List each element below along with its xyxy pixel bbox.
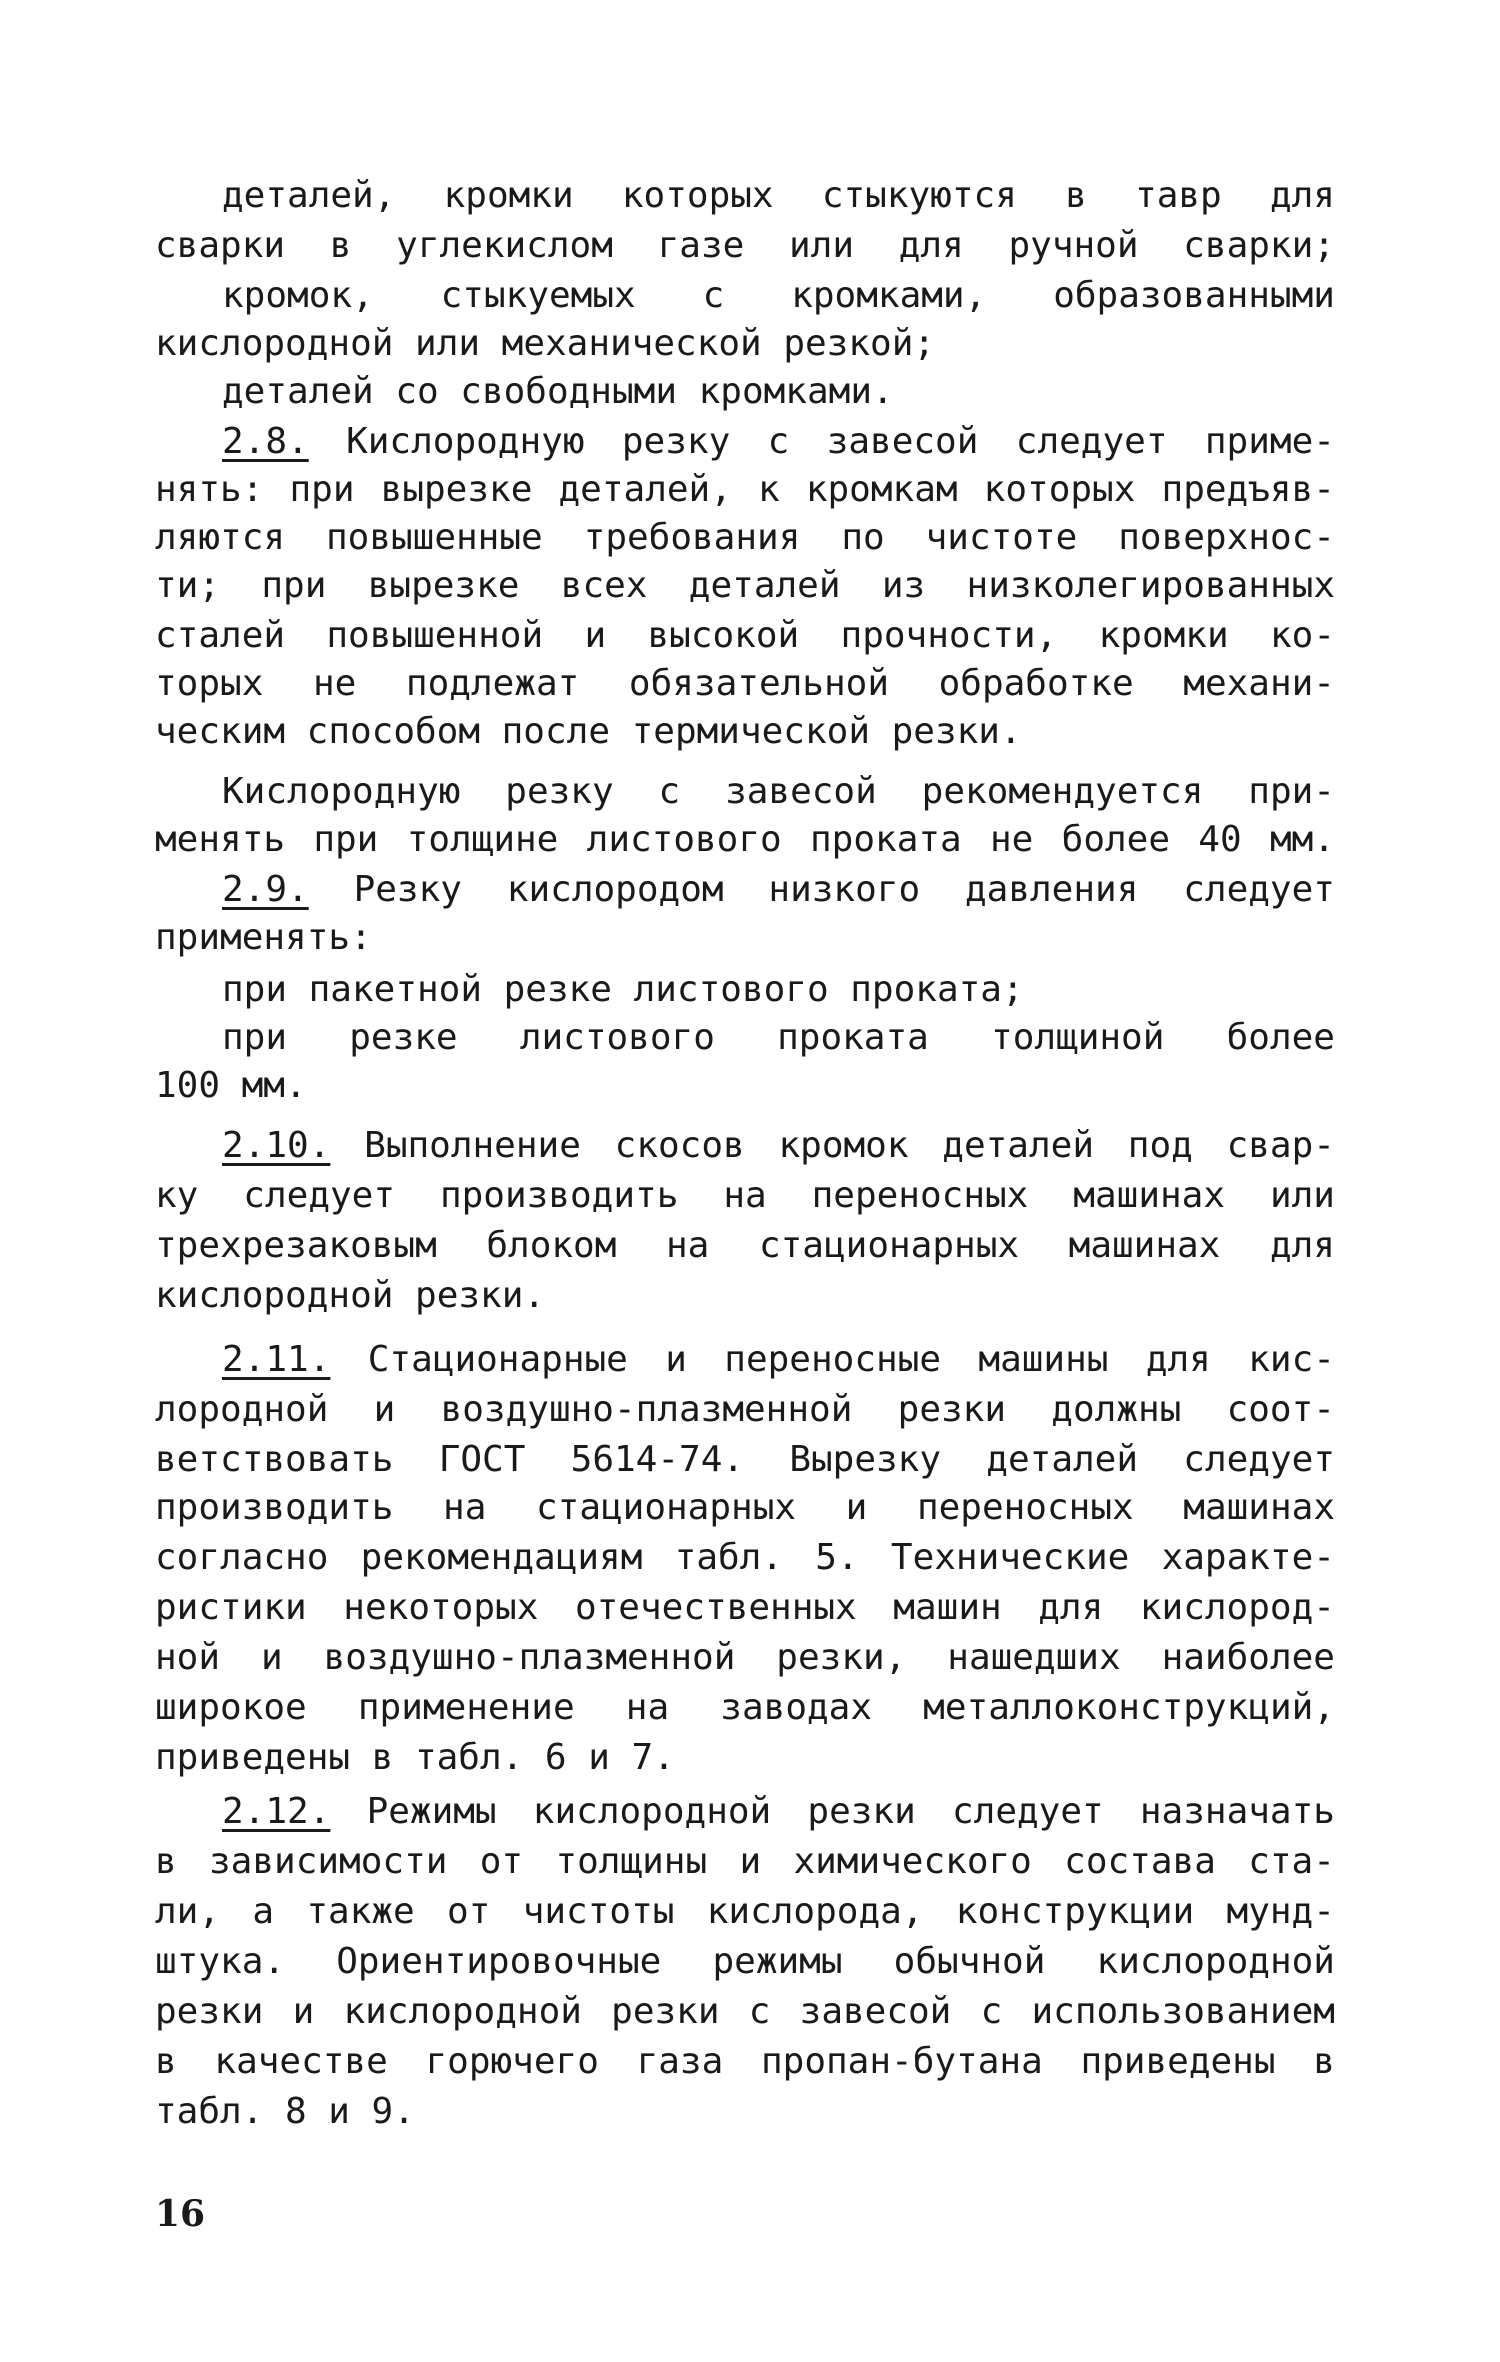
word: кромками, [791,275,987,316]
word: кислородной [343,1991,582,2032]
word: деталей, [222,175,396,216]
word: менять [155,819,286,860]
word: кромкам [805,469,958,510]
text-line [155,914,1335,962]
word: чистоте [925,517,1078,558]
word: кислорода, [706,1891,924,1932]
word: химического [793,1841,1032,1882]
section-number: 2.8. [222,421,309,462]
word: согласно [155,1537,329,1578]
text-line [155,1734,1335,1782]
word: резкой; [783,323,936,364]
word: Кислородную [222,771,461,812]
word: машинах [1183,1487,1335,1528]
text-line [155,2038,1335,2086]
word: в [371,1737,394,1778]
word: и [739,1841,762,1882]
word: 100 [155,1065,221,1106]
word: обычной [893,1941,1046,1982]
word: газе [657,225,745,266]
section-number: 2.9. [222,869,309,910]
word: сталей [155,615,286,656]
word: при [222,1017,288,1058]
word: для [1269,175,1335,216]
word: резки [611,1991,720,2032]
word: сварки; [1183,225,1335,266]
text-line [155,1222,1335,1270]
word: переносных [916,1487,1134,1528]
word: кромок, [222,275,374,316]
word: следует [1183,1439,1335,1480]
word: толщиной [991,1017,1165,1058]
word: проката [777,1017,929,1058]
word: деталей [942,1125,1094,1166]
word: использованием [1031,1991,1335,2032]
word: завесой [799,1991,952,2032]
word: применять: [155,917,372,958]
word: нять: [155,469,264,510]
text-line [155,562,1335,610]
word: 40 [1198,819,1242,860]
word: производить [155,1487,394,1528]
word: деталей, [558,469,732,510]
text-line [155,1272,1335,1320]
text-line [155,1584,1335,1632]
word: наиболее [1161,1637,1335,1678]
word: назначать [1139,1791,1335,1832]
word: воздушно-плазменной [440,1389,853,1430]
word: 5. [815,1537,859,1578]
word: должны [1051,1389,1182,1430]
word: и [260,1637,283,1678]
word: с [748,1991,771,2032]
word: механи- [1183,663,1335,704]
word: для [1269,1225,1335,1266]
word: следует [1015,421,1168,462]
word: 9. [371,2091,415,2132]
word: пакетной [308,969,483,1010]
word: чистоты [522,1891,675,1932]
word: требования [583,517,801,558]
text-line [155,612,1335,660]
word: стыкуемых [440,275,636,316]
text-line [155,708,1335,756]
word: конструкции [955,1891,1195,1932]
word: деталей [688,565,841,606]
word: газа [636,2041,724,2082]
word: резки, [776,1637,907,1678]
word: режимы [712,1941,843,1982]
word: при [261,565,327,606]
text-line [222,368,1335,416]
word: широкое [155,1687,307,1728]
word: ческим [155,711,286,752]
word: по [841,517,885,558]
text-line [222,1122,1335,1170]
word: приведены [1080,2041,1276,2082]
word: 6 [544,1737,567,1778]
word: подлежат [405,663,580,704]
word: с [658,771,681,812]
word: деталей [986,1439,1139,1480]
word: при [289,469,355,510]
word: кислородной [532,1791,772,1832]
word: ветствовать [155,1439,394,1480]
word: с [767,421,790,462]
word: в [1065,175,1087,216]
word: с [702,275,725,316]
word: приме- [1204,421,1335,462]
word: под [1127,1125,1193,1166]
word: машины [978,1339,1109,1380]
word: кромок [778,1125,909,1166]
word: давления [964,869,1139,910]
word: от [447,1891,491,1932]
word: ной [155,1637,221,1678]
text-line [155,2088,1335,2136]
page-number: 16 [155,2193,206,2235]
word: состава [1064,1841,1216,1882]
text-line [222,966,1335,1014]
word: Технические [890,1537,1130,1578]
word: после [501,711,610,752]
word: проката; [850,969,1024,1010]
text-line [155,1386,1335,1434]
word: ГОСТ [438,1439,526,1480]
word: табл. [414,1737,524,1778]
word: ку [155,1175,199,1216]
text-line [155,660,1335,708]
word: стационарных [535,1487,797,1528]
word: резки [155,1991,264,2032]
text-line [222,1788,1335,1836]
word: рекомендациям [360,1537,643,1578]
word: углекислом [396,225,613,266]
word: Резку [353,869,462,910]
word: воздушно-плазменной [323,1637,736,1678]
word: горючего [425,2041,599,2082]
word: резки [807,1791,916,1832]
text-line [155,514,1335,562]
word: в [329,225,352,266]
word: всех [560,565,648,606]
word: свар- [1226,1125,1335,1166]
text-line [222,1336,1335,1384]
word: кис- [1248,1339,1335,1380]
word: кислородной [1096,1941,1335,1982]
word: ти; [155,565,221,606]
word: на [666,1225,710,1266]
word: зависимости [209,1841,448,1882]
word: к [758,469,780,510]
word: штука. [155,1941,286,1982]
word: тавр [1135,175,1222,216]
word: высокой [647,615,800,656]
text-line [155,1172,1335,1220]
word: металлоконструкций, [923,1687,1335,1728]
word: резки. [891,711,1022,752]
word: резку [621,421,731,462]
word: резку [505,771,614,812]
word: листового [586,819,782,860]
word: ста- [1248,1841,1335,1882]
word: ляются [155,517,286,558]
word: завесой [826,421,979,462]
word: рекомендуется [921,771,1204,812]
word: повышенной [326,615,544,656]
word: и [584,615,607,656]
word: не [990,819,1034,860]
word: качестве [214,2041,388,2082]
word: ристики [155,1587,307,1628]
word: с [980,1991,1003,2032]
text-line [155,1684,1335,1732]
word: способом [306,711,481,752]
word: Выполнение [364,1125,581,1166]
text-line [155,816,1335,864]
word: следует [1183,869,1335,910]
word: вырезке [367,565,520,606]
word: мм. [1269,819,1335,860]
word: характе- [1161,1537,1335,1578]
text-line [155,1484,1335,1532]
word: Кислородную [346,421,585,462]
word: предъяв- [1161,469,1335,510]
word: Режимы [366,1791,497,1832]
word: также [306,1891,415,1932]
word: на [443,1487,487,1528]
word: заводах [720,1687,873,1728]
text-line [222,418,1335,466]
text-line [222,1014,1335,1062]
text-line [155,1062,1335,1110]
text-line [155,222,1335,270]
word: обработке [938,663,1134,704]
word: кислородной [155,323,394,364]
word: блоком [486,1225,617,1266]
word: толщине [406,819,559,860]
word: резке [349,1017,458,1058]
word: повышенные [325,517,543,558]
word: отечественных [574,1587,857,1628]
word: Вырезку [789,1439,942,1480]
text-line [222,866,1335,914]
text-line [155,320,1335,368]
word: и [292,1991,315,2032]
word: в [155,1841,177,1882]
word: 5614-74. [570,1439,745,1480]
word: поверхнос- [1118,517,1335,558]
word: обязательной [628,663,889,704]
word: а [252,1891,275,1932]
word: следует [243,1175,396,1216]
word: лородной [155,1389,329,1430]
text-line [155,1988,1335,2036]
word: сварки [155,225,286,266]
word: не [312,663,357,704]
word: при [313,819,379,860]
word: табл. [674,1537,784,1578]
word: низкого [768,869,921,910]
word: некоторых [343,1587,539,1628]
word: мунд- [1226,1891,1335,1932]
word: проката [810,819,962,860]
section-number: 2.10. [222,1125,331,1166]
word: мм. [241,1065,307,1106]
text-line [155,1888,1335,1936]
word: переносных [811,1175,1029,1216]
word: листового [633,969,829,1010]
word: стыкуются [821,175,1017,216]
word: применение [357,1687,575,1728]
section-number: 2.12. [222,1791,331,1832]
word: машин [893,1587,1002,1628]
word: свободными [460,371,678,412]
word: табл. [155,2091,264,2132]
text-line [222,272,1335,320]
section-number: 2.11. [222,1339,331,1380]
word: переносные [724,1339,942,1380]
word: и [588,1737,610,1778]
word: кромками. [698,371,894,412]
word: листового [519,1017,715,1058]
word: со [395,371,439,412]
word: 7. [631,1737,675,1778]
word: для [1145,1339,1211,1380]
word: следует [951,1791,1104,1832]
word: или [789,225,855,266]
word: на [625,1687,670,1728]
word: приведены [155,1737,351,1778]
word: кислород- [1139,1587,1335,1628]
text-line [155,1436,1335,1484]
word: ли, [155,1891,221,1932]
text-line [222,172,1335,220]
word: и [373,1389,396,1430]
word: низколегированных [966,565,1335,606]
word: ручной [1008,225,1139,266]
word: резки. [415,1275,546,1316]
word: нашедших [947,1637,1121,1678]
word: машинах [1073,1175,1226,1216]
word: торых [155,663,264,704]
text-line [155,466,1335,514]
word: соот- [1226,1389,1335,1430]
text-line [155,1634,1335,1682]
word: при- [1248,771,1335,812]
word: и [328,2091,350,2132]
word: скосов [614,1125,745,1166]
word: механической [501,323,762,364]
word: или [415,323,481,364]
word: более [1226,1017,1335,1058]
word: трехрезаковым [155,1225,437,1266]
word: вырезке [380,469,533,510]
text-line [222,768,1335,816]
word: машинах [1068,1225,1221,1266]
word: производить [439,1175,679,1216]
word: Стационарные [367,1339,628,1380]
word: резке [503,969,612,1010]
word: в [155,2041,177,2082]
word: для [1038,1587,1104,1628]
word: от [479,1841,524,1882]
word: Ориентировочные [336,1941,662,1982]
word: или [1269,1175,1335,1216]
word: термической [631,711,871,752]
word: толщины [555,1841,708,1882]
word: кромки [443,175,574,216]
word: кромки [1098,615,1229,656]
text-line [155,1838,1335,1886]
word: в [1313,2041,1335,2082]
word: образованными [1053,275,1335,316]
word: для [898,225,964,266]
word: кислородом [506,869,724,910]
text-line [155,1534,1335,1582]
word: на [723,1175,767,1216]
word: прочности, [840,615,1058,656]
word: и [665,1339,687,1380]
word: из [881,565,926,606]
word: ко- [1269,615,1335,656]
word: более [1061,819,1171,860]
word: завесой [725,771,877,812]
word: кислородной [155,1275,394,1316]
word: 8 [284,2091,307,2132]
text-line [155,1938,1335,1986]
word: пропан-бутана [760,2041,1043,2082]
word: которых [983,469,1136,510]
word: стационарных [758,1225,1020,1266]
word: деталей [222,371,374,412]
word: при [222,969,288,1010]
word: и [845,1487,868,1528]
word: которых [621,175,774,216]
word: резки [897,1389,1007,1430]
